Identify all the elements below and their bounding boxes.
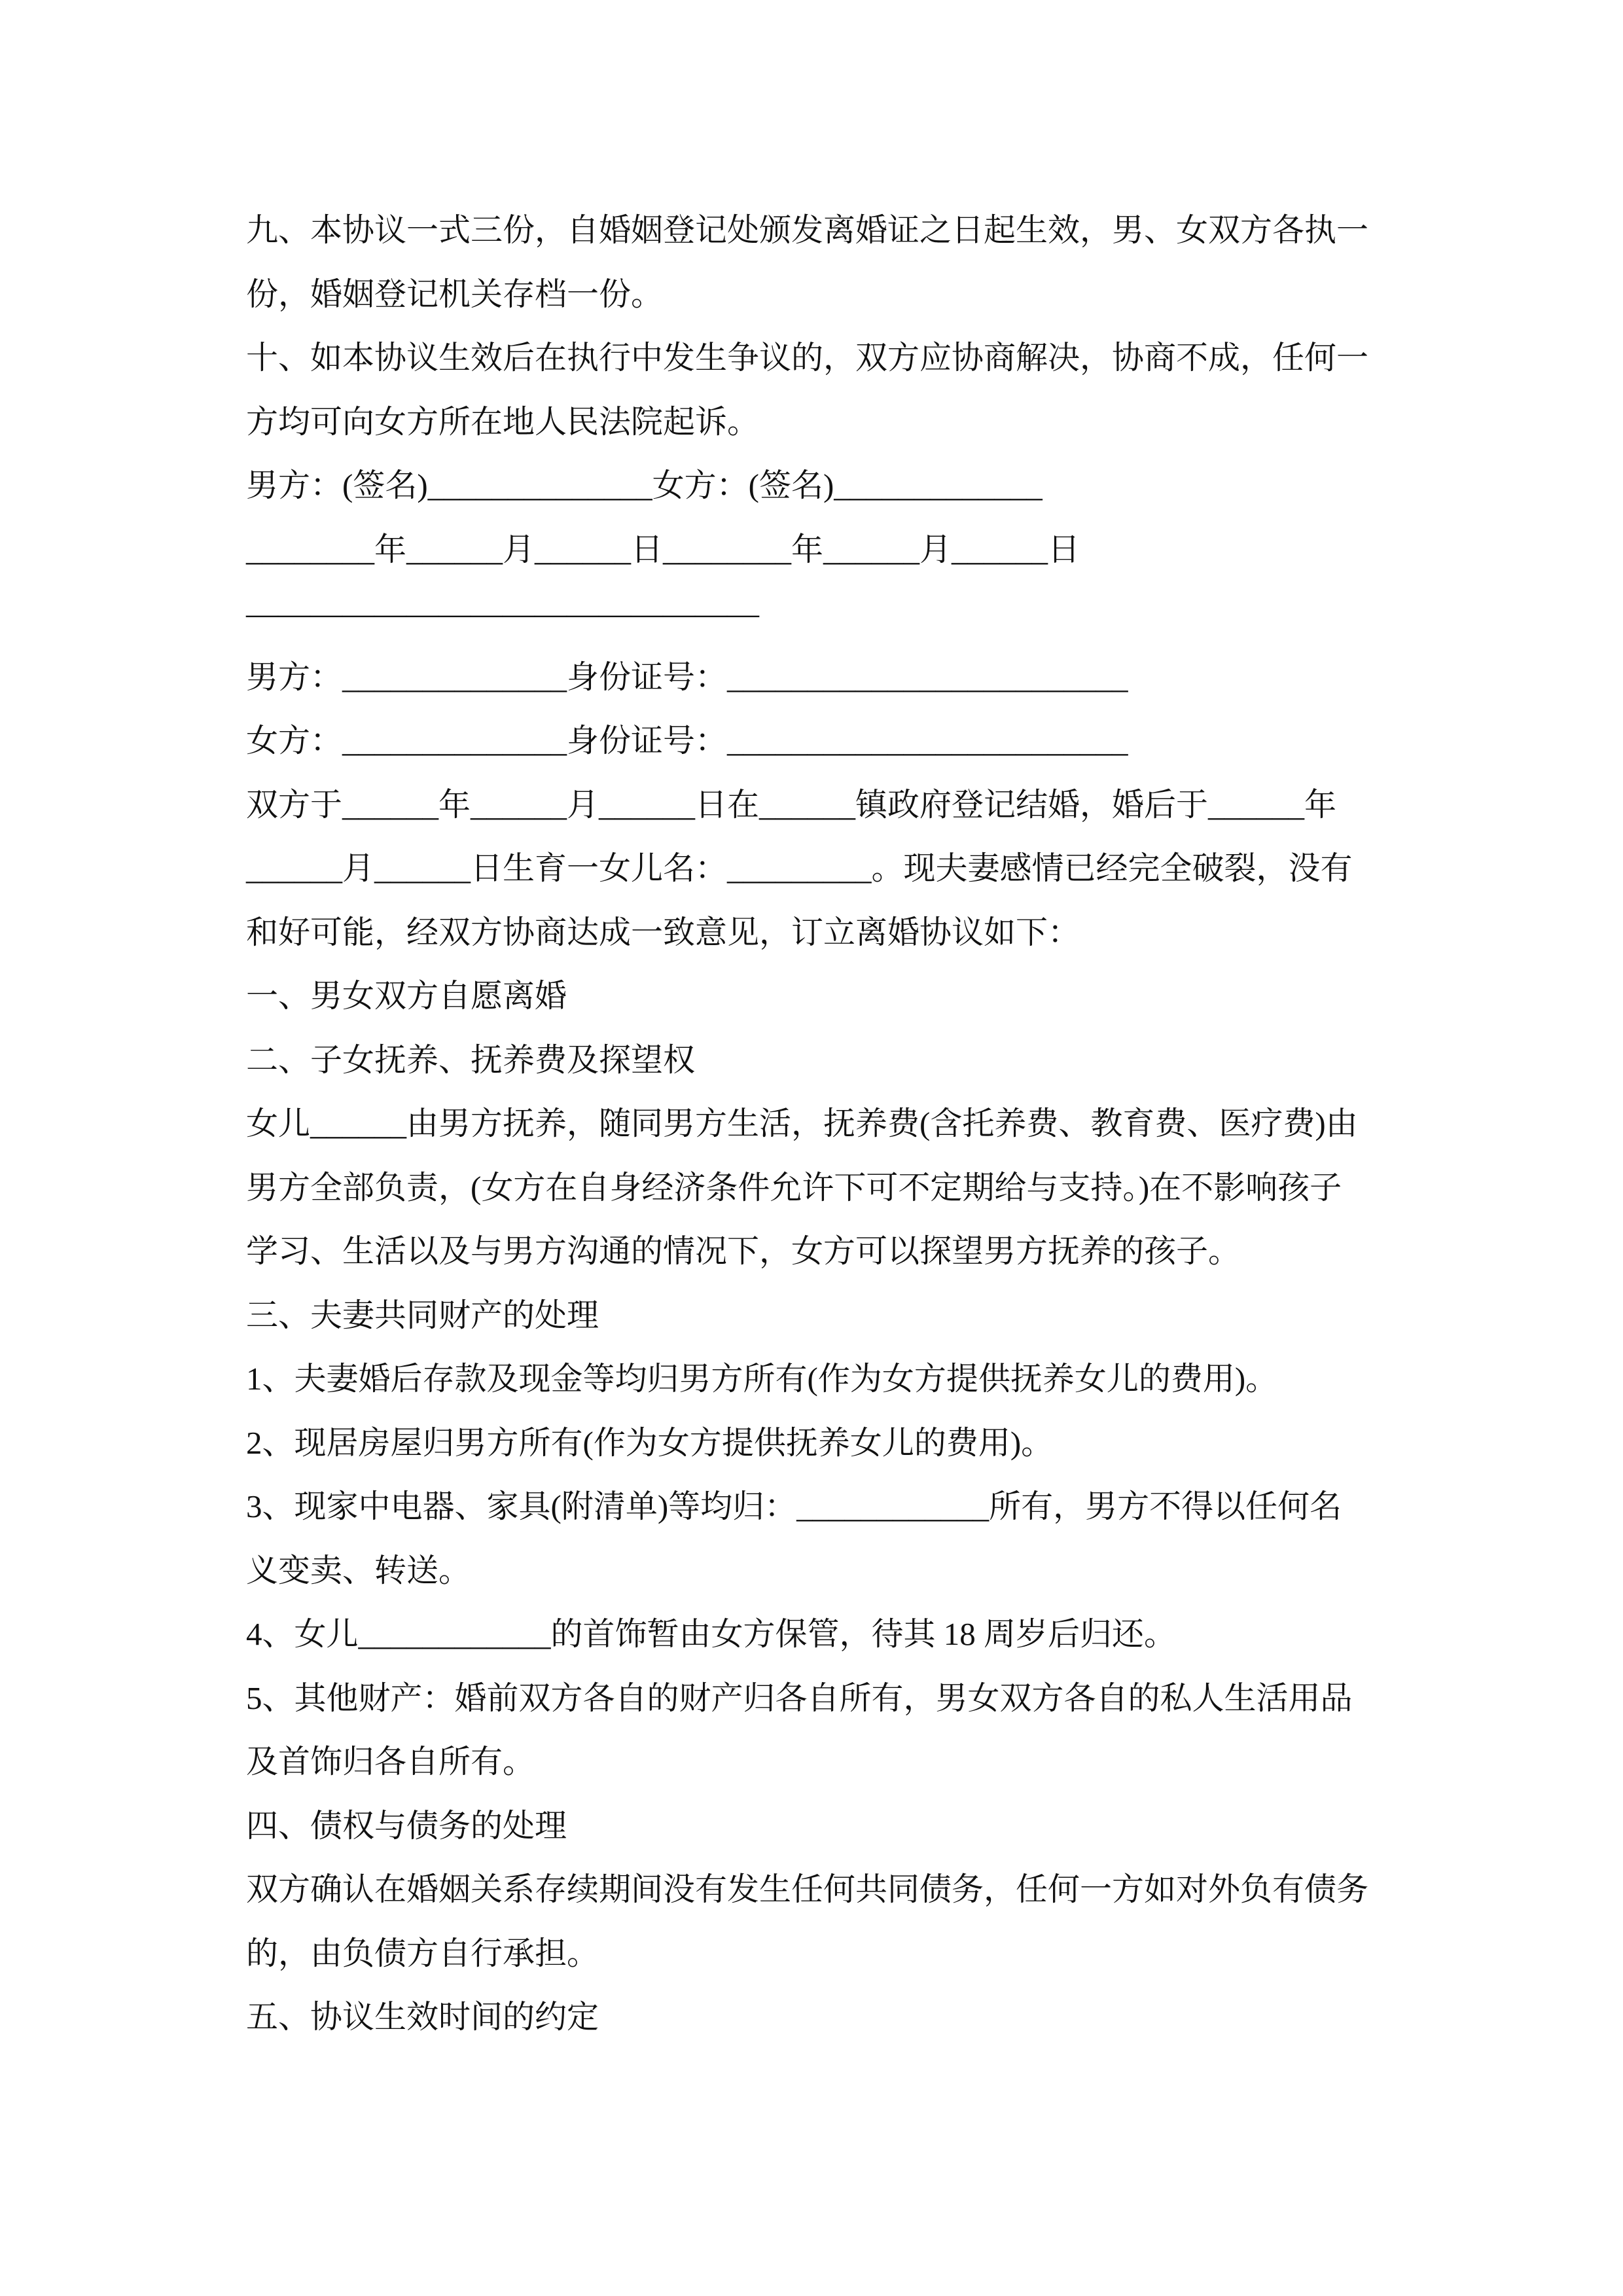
text-line: 五、协议生效时间的约定 <box>246 1999 599 2035</box>
text-line: 1、夫妻婚后存款及现金等均归男方所有(作为女方提供抚养女儿的费用)。 <box>246 1361 1278 1397</box>
text-line: 男方：(签名)______________女方：(签名)_____________ <box>246 467 1043 503</box>
text-line: ________年______月______日________年______月______日 <box>246 531 1080 567</box>
text-line: 十、如本协议生效后在执行中发生争议的，双方应协商解决，协商不成，任何一 <box>246 340 1369 376</box>
text-line: 双方确认在婚姻关系存续期间没有发生任何共同债务，任何一方如对外负有债务 <box>246 1871 1369 1907</box>
text-line: 份，婚姻登记机关存档一份。 <box>246 276 664 312</box>
text-line: 三、夫妻共同财产的处理 <box>246 1297 599 1333</box>
text-line: 双方于______年______月______日在______镇政府登记结婚，婚后于______年 <box>246 786 1337 823</box>
text-line: 一、男女双方自愿离婚 <box>246 978 567 1014</box>
text-line: 学习、生活以及与男方沟通的情况下，女方可以探望男方抚养的孩子。 <box>246 1233 1241 1269</box>
text-line: 四、债权与债务的处理 <box>246 1807 567 1844</box>
text-line: 女方：______________身份证号：_________________________ <box>246 723 1128 759</box>
text-line: 女儿______由男方抚养，随同男方生活，抚养费(含托养费、教育费、医疗费)由 <box>246 1105 1358 1141</box>
text-line: 4、女儿____________的首饰暂由女方保管，待其 18 周岁后归还。 <box>246 1616 1177 1652</box>
text-line: 方均可向女方所在地人民法院起诉。 <box>246 403 760 440</box>
text-line: ______月______日生育一女儿名：_________。现夫妻感情已经完全破裂，没有 <box>246 850 1353 886</box>
text-line: 及首饰归各自所有。 <box>246 1744 535 1780</box>
text-line: 2、现居房屋归男方所有(作为女方提供抚养女儿的费用)。 <box>246 1424 1054 1461</box>
text-line: 男方：______________身份证号：_________________________ <box>246 658 1128 695</box>
text-line: ———————————————— <box>246 595 759 631</box>
agreement-body <box>246 198 1385 2049</box>
text-line: 九、本协议一式三份，自婚姻登记处颁发离婚证之日起生效，男、女双方各执一 <box>246 212 1369 248</box>
text-line: 男方全部负责，(女方在自身经济条件允许下可不定期给与支持。)在不影响孩子 <box>246 1169 1342 1206</box>
text-line: 义变卖、转送。 <box>246 1552 471 1588</box>
text-line: 5、其他财产：婚前双方各自的财产归各自所有，男女双方各自的私人生活用品 <box>246 1679 1353 1716</box>
text-line: 3、现家中电器、家具(附清单)等均归：____________所有，男方不得以任何名 <box>246 1488 1342 1524</box>
text-line: 二、子女抚养、抚养费及探望权 <box>246 1041 696 1078</box>
text-line: 的，由负债方自行承担。 <box>246 1935 599 1971</box>
text-line: 和好可能，经双方协商达成一致意见，订立离婚协议如下： <box>246 914 1080 950</box>
